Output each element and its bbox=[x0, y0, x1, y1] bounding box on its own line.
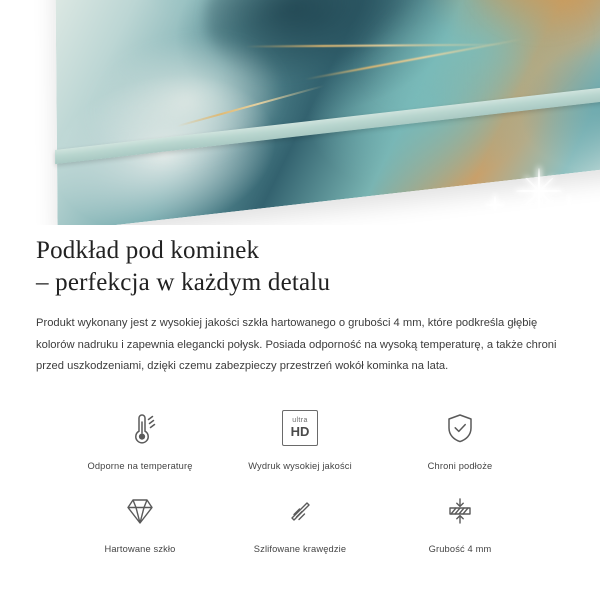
feature-label: Chroni podłoże bbox=[427, 460, 493, 471]
page-title bbox=[36, 235, 564, 299]
headline-line-1: Podkład pod kominek bbox=[36, 237, 260, 264]
headline-line-2: – perfekcja w każdym detalu bbox=[36, 269, 331, 296]
shield-check-icon bbox=[440, 404, 480, 452]
feature-item-polished-edges bbox=[220, 487, 380, 554]
feature-label: Odporne na temperaturę bbox=[87, 460, 193, 471]
feature-label: Szlifowane krawędzie bbox=[253, 543, 347, 554]
hero-image bbox=[0, 0, 600, 225]
description-paragraph: Produkt wykonany jest z wysokiej jakości szkła hartowanego o grubości 4 mm, które podkreśla głębię kolorów nadruku i zapewnia elegancki połysk. Posiada odporność na wysoką temperaturę, a także chroni przed uszkodzeniami, dzięki czemu zabezpieczy przestrzeń wokół kominka na lata. bbox=[36, 317, 557, 372]
sparkle-icon bbox=[486, 196, 504, 214]
ultra-hd-badge-bottom: HD bbox=[290, 424, 310, 439]
feature-item-thickness bbox=[380, 487, 540, 554]
feature-label: Grubość 4 mm bbox=[428, 543, 492, 554]
feature-grid bbox=[36, 404, 564, 554]
glass-panel-artwork bbox=[55, 0, 600, 225]
polished-edge-icon bbox=[280, 487, 320, 535]
ultra-hd-icon bbox=[282, 404, 318, 452]
feature-item-temperature bbox=[60, 404, 220, 471]
feature-label: Wydruk wysokiej jakości bbox=[248, 460, 352, 471]
thermometer-icon bbox=[120, 404, 160, 452]
feature-item-surface-protection bbox=[380, 404, 540, 471]
feature-item-tempered-glass bbox=[60, 487, 220, 554]
diamond-icon bbox=[120, 487, 160, 535]
feature-item-print-quality bbox=[220, 404, 380, 471]
thickness-arrows-icon bbox=[440, 487, 480, 535]
feature-label: Hartowane szkło bbox=[104, 543, 176, 554]
ultra-hd-badge-top: ultra bbox=[292, 417, 308, 424]
sparkle-icon bbox=[556, 196, 582, 222]
content-block bbox=[0, 225, 600, 554]
